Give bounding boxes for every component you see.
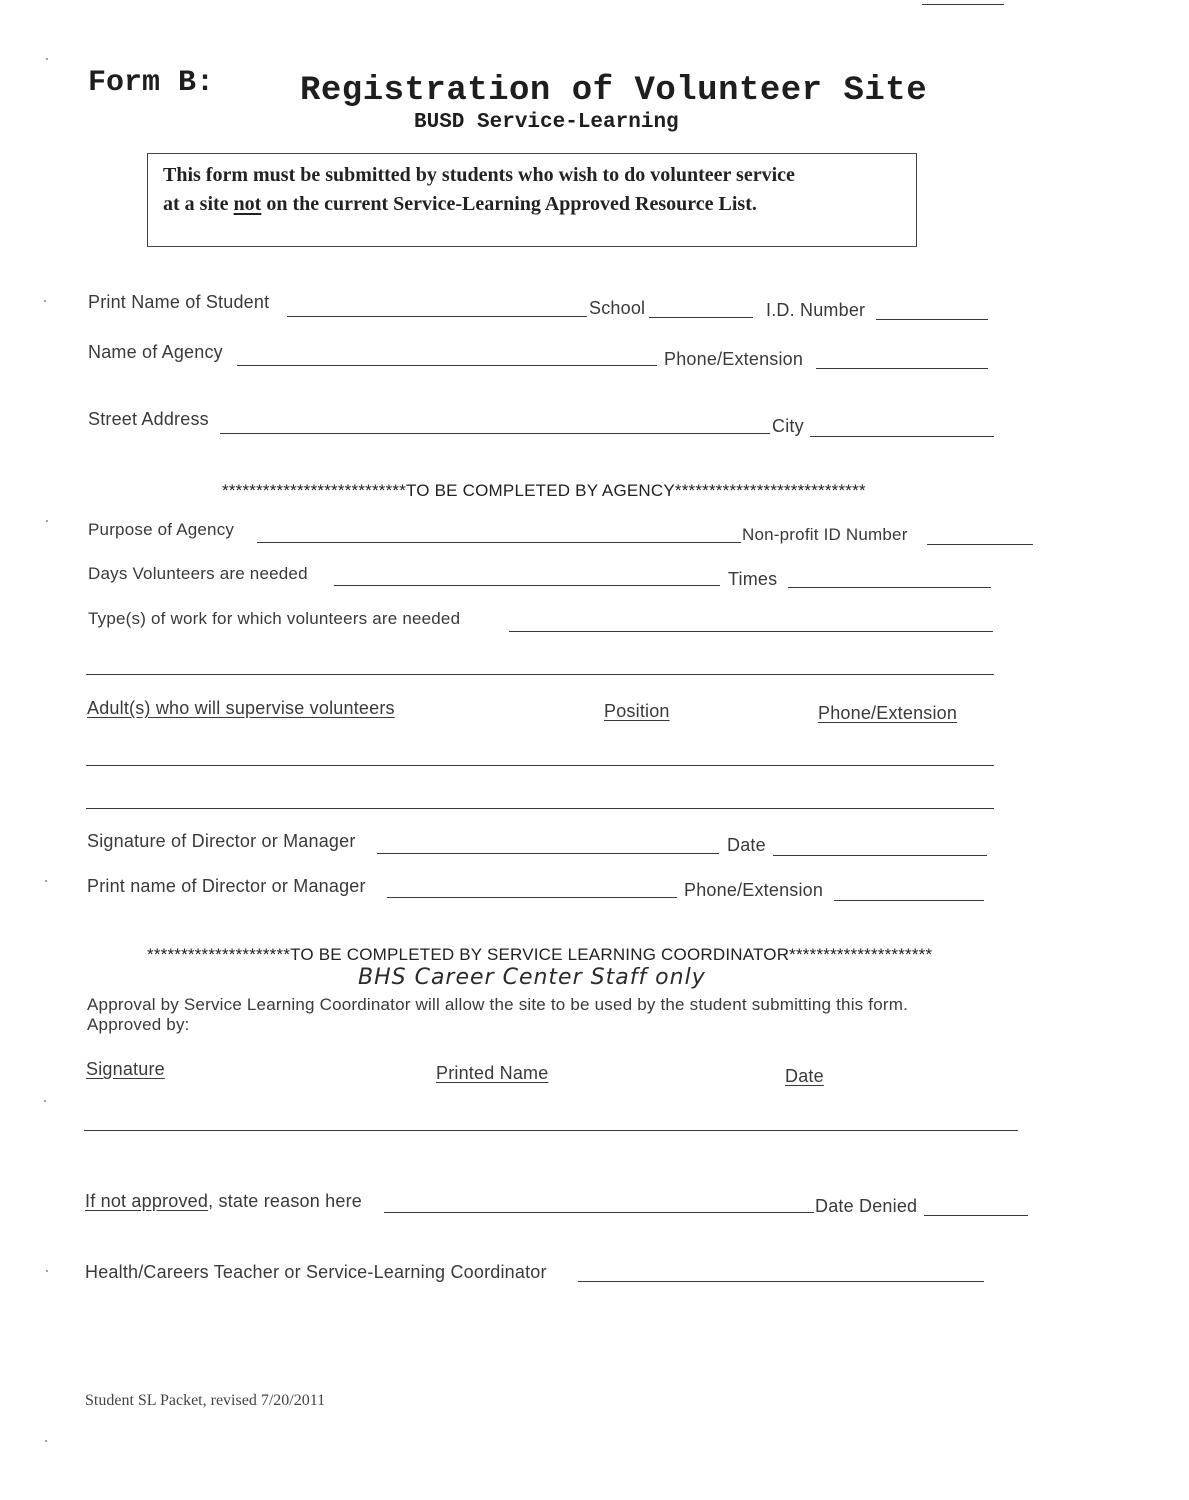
form-subtitle: BUSD Service-Learning (414, 111, 679, 134)
teacher-coordinator-label: Health/Careers Teacher or Service-Learning Coordinator (85, 1262, 547, 1282)
scan-speck (45, 1440, 47, 1442)
id-number-field[interactable] (876, 319, 988, 320)
work-types-field[interactable] (509, 631, 993, 632)
handwritten-note: BHS Career Center Staff only (358, 965, 706, 990)
nonprofit-id-label: Non-profit ID Number (742, 525, 908, 544)
coordinator-section-banner: *********************TO BE COMPLETED BY SERVICE LEARNING COORDINATOR********************* (147, 945, 933, 964)
approved-by-label: Approved by: (87, 1015, 190, 1034)
director-signature-field[interactable] (377, 853, 719, 854)
notice-line-1: This form must be submitted by students who wish to do volunteer service (163, 164, 795, 186)
purpose-label: Purpose of Agency (88, 520, 235, 539)
work-types-label: Type(s) of work for which volunteers are needed (88, 609, 461, 628)
scan-speck (44, 1100, 46, 1102)
director-signature-label: Signature of Director or Manager (87, 831, 356, 851)
form-label: Form B: (88, 66, 215, 100)
not-approved-label (85, 1191, 362, 1212)
agency-name-label: Name of Agency (88, 342, 223, 362)
position-header: Position (604, 701, 670, 721)
days-needed-field[interactable] (334, 585, 720, 586)
times-field[interactable] (788, 587, 991, 588)
city-field[interactable] (810, 436, 994, 437)
nonprofit-id-field[interactable] (927, 544, 1033, 545)
supervisors-header: Adult(s) who will supervise volunteers (87, 698, 395, 718)
scan-speck (46, 1270, 48, 1272)
if-not-approved-text: If not approved (85, 1191, 209, 1211)
times-label: Times (728, 569, 778, 589)
director-print-name-label: Print name of Director or Manager (87, 876, 366, 896)
revision-note: Student SL Packet, revised 7/20/2011 (85, 1392, 326, 1409)
approval-text: Approval by Service Learning Coordinator will allow the site to be used by the student submitting this form. (87, 995, 909, 1014)
supervisor-row-1[interactable] (86, 765, 994, 766)
street-address-field[interactable] (220, 433, 770, 434)
notice-line-2 (163, 193, 757, 216)
denial-reason-field[interactable] (384, 1212, 814, 1213)
scan-speck (45, 880, 47, 882)
date-denied-label: Date Denied (815, 1196, 918, 1216)
supervisor-row-2[interactable] (86, 808, 994, 809)
print-name-label: Print Name of Student (88, 292, 270, 312)
notice-line-2-post: on the current Service-Learning Approved Resource List. (261, 193, 757, 215)
date-denied-field[interactable] (924, 1215, 1028, 1216)
street-address-label: Street Address (88, 409, 209, 429)
school-field[interactable] (649, 317, 753, 318)
notice-emphasis: not (233, 193, 262, 215)
director-date-field[interactable] (773, 855, 987, 856)
agency-section-banner: ***************************TO BE COMPLETED BY AGENCY**************************** (222, 481, 866, 500)
printed-name-header: Printed Name (436, 1063, 549, 1083)
days-needed-label: Days Volunteers are needed (88, 564, 308, 583)
director-phone-field[interactable] (834, 900, 984, 901)
signature-header: Signature (86, 1059, 165, 1079)
agency-name-field[interactable] (237, 365, 657, 366)
purpose-field[interactable] (257, 542, 741, 543)
scan-speck (46, 520, 48, 522)
phone-extension-header: Phone/Extension (818, 703, 958, 723)
scan-speck (44, 300, 46, 302)
work-types-field-continued[interactable] (86, 674, 994, 675)
approval-signature-row[interactable] (84, 1130, 1018, 1131)
state-reason-text: , state reason here (208, 1191, 362, 1211)
scan-edge-line (922, 4, 1004, 5)
agency-phone-label: Phone/Extension (664, 349, 804, 369)
city-label: City (772, 416, 804, 436)
agency-phone-field[interactable] (816, 368, 988, 369)
form-title: Registration of Volunteer Site (300, 72, 928, 110)
teacher-coordinator-field[interactable] (578, 1281, 984, 1282)
school-label: School (589, 298, 646, 318)
notice-line-2-pre: at a site (163, 193, 234, 215)
scan-speck (46, 58, 48, 60)
director-print-name-field[interactable] (387, 897, 677, 898)
id-number-label: I.D. Number (766, 300, 866, 320)
director-date-label: Date (727, 835, 766, 855)
date-header: Date (785, 1066, 824, 1086)
student-name-field[interactable] (287, 316, 587, 317)
director-phone-label: Phone/Extension (684, 880, 824, 900)
